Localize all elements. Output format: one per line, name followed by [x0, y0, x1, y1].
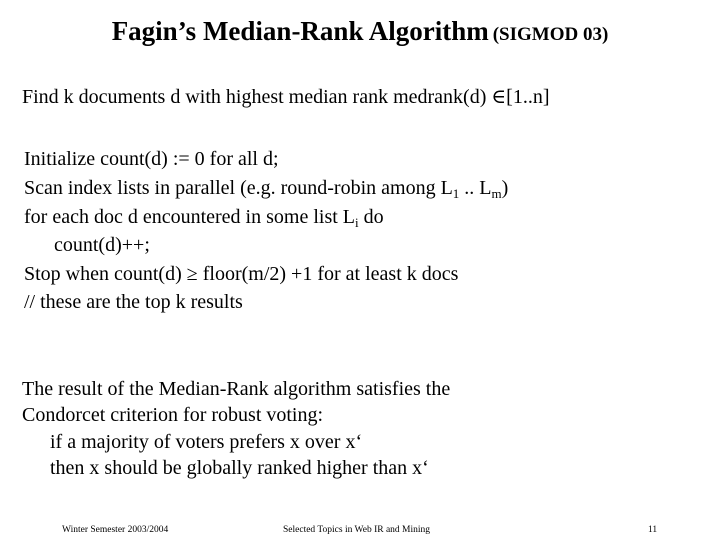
title-conference: (SIGMOD 03) — [492, 24, 609, 45]
foreach-text: for each doc d encountered in some list L — [24, 206, 355, 228]
result-line-3: if a majority of voters prefers x over x‘ — [50, 431, 363, 453]
element-of-symbol: ∈ — [491, 86, 507, 108]
foreach-subscript-i: i — [355, 215, 359, 230]
algo-line-initialize: Initialize count(d) := 0 for all d; — [24, 148, 279, 170]
scan-subscript-m: m — [491, 186, 502, 201]
footer-page-number: 11 — [648, 525, 658, 535]
stop-text: Stop when count(d) — [24, 263, 187, 285]
scan-text: Scan index lists in parallel (e.g. round-robin among L — [24, 177, 453, 199]
algo-line-comment: // these are the top k results — [24, 291, 243, 313]
foreach-text-end: do — [358, 206, 384, 228]
footer-course: Selected Topics in Web IR and Mining — [283, 525, 431, 535]
algo-line-stop — [24, 262, 458, 286]
result-line-4: then x should be globally ranked higher than x‘ — [50, 457, 429, 479]
geq-symbol: ≥ — [186, 263, 198, 285]
scan-text-mid: .. L — [459, 177, 492, 199]
footer-semester: Winter Semester 2003/2004 — [62, 525, 169, 535]
intro-text: Find k documents d with highest median rank medrank(d) — [22, 86, 492, 108]
algo-line-scan — [24, 176, 508, 200]
slide-title — [0, 16, 720, 47]
algo-line-foreach — [24, 205, 384, 229]
result-line-2: Condorcet criterion for robust voting: — [22, 404, 324, 426]
intro-line — [22, 85, 550, 109]
scan-subscript-1: 1 — [452, 186, 460, 201]
stop-text-end: floor(m/2) +1 for at least k docs — [197, 263, 459, 285]
result-line-1: The result of the Median-Rank algorithm satisfies the — [22, 378, 451, 400]
scan-text-end: ) — [501, 177, 509, 199]
intro-range: [1..n] — [506, 86, 550, 108]
algo-line-increment: count(d)++; — [54, 234, 150, 256]
title-main: Fagin’s Median-Rank Algorithm — [111, 16, 489, 46]
